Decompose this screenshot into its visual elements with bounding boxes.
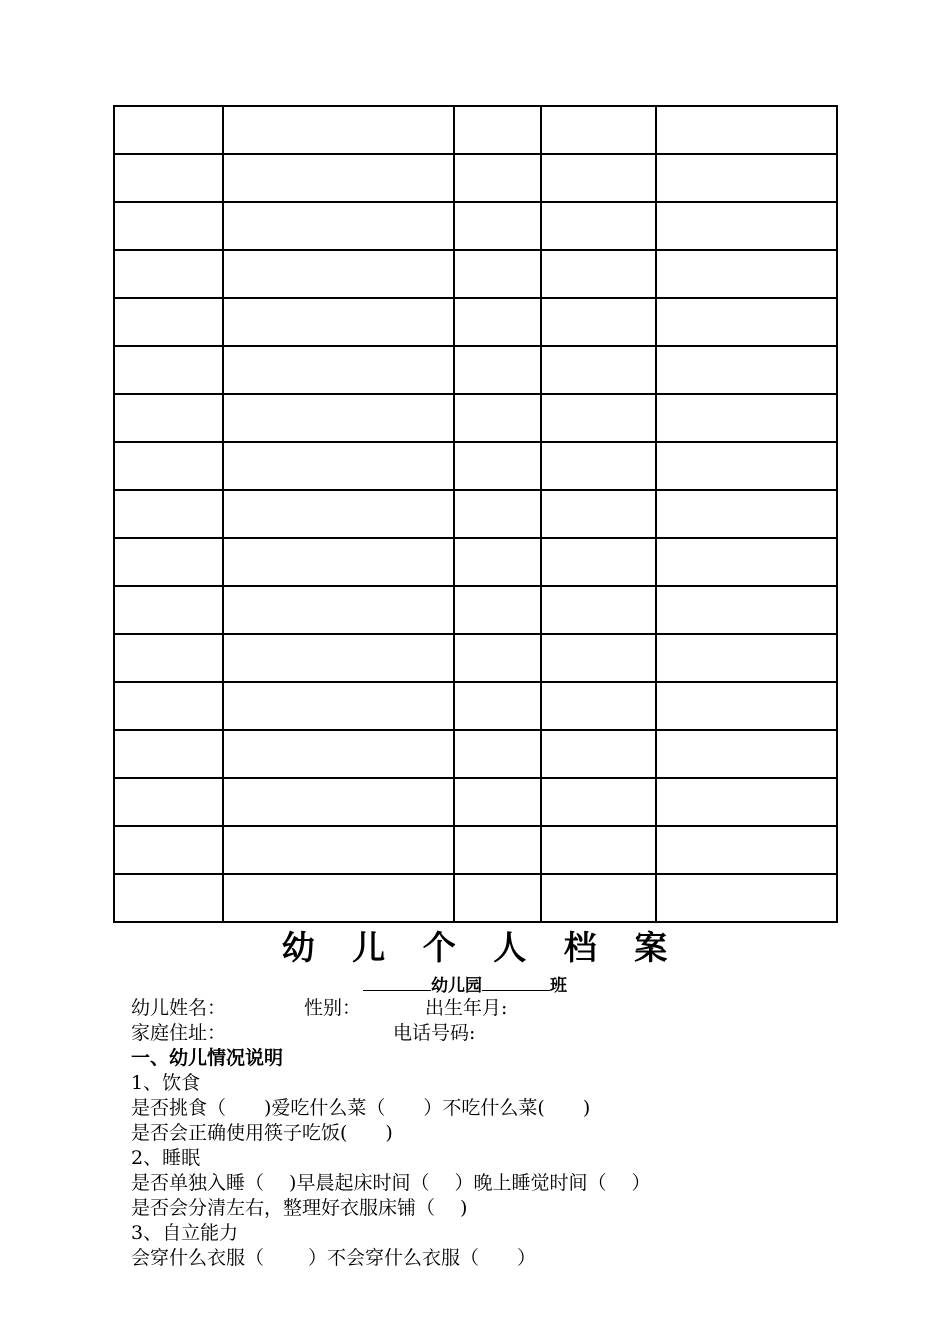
table-cell[interactable] [541,682,656,730]
table-cell[interactable] [454,778,541,826]
table-cell[interactable] [454,442,541,490]
table-row [114,202,837,250]
table-cell[interactable] [223,586,454,634]
table-cell[interactable] [223,874,454,922]
table-cell[interactable] [454,682,541,730]
table-cell[interactable] [541,298,656,346]
sleep-line-1: 是否单独入睡（ )早晨起床时间（ ）晚上睡觉时间（ ） [131,1172,651,1194]
table-row [114,538,837,586]
class-blank[interactable] [482,972,550,991]
table-cell[interactable] [114,586,223,634]
table-cell[interactable] [454,250,541,298]
table-cell[interactable] [541,394,656,442]
table-cell[interactable] [656,586,837,634]
table-cell[interactable] [541,874,656,922]
table-cell[interactable] [114,874,223,922]
table-row [114,298,837,346]
table-cell[interactable] [541,346,656,394]
table-cell[interactable] [454,490,541,538]
table-cell[interactable] [454,106,541,154]
table-cell[interactable] [114,730,223,778]
table-cell[interactable] [223,250,454,298]
table-cell[interactable] [223,778,454,826]
table-cell[interactable] [114,394,223,442]
table-cell[interactable] [541,826,656,874]
table-cell[interactable] [454,826,541,874]
sleep-line-2: 是否会分清左右，整理好衣服床铺（ ) [131,1197,468,1219]
independence-line-1: 会穿什么衣服（ ）不会穿什么衣服（ ） [131,1247,537,1269]
table-cell[interactable] [223,682,454,730]
kindergarten-blank[interactable] [363,972,431,991]
table-cell[interactable] [114,490,223,538]
table-cell[interactable] [541,154,656,202]
table-cell[interactable] [454,346,541,394]
table-cell[interactable] [223,106,454,154]
table-cell[interactable] [114,250,223,298]
table-row [114,106,837,154]
table-cell[interactable] [223,490,454,538]
table-cell[interactable] [454,298,541,346]
table-cell[interactable] [223,634,454,682]
table-cell[interactable] [454,874,541,922]
table-row [114,874,837,922]
table-row [114,682,837,730]
table-cell[interactable] [223,154,454,202]
table-cell[interactable] [656,154,837,202]
gender-label: 性别： [304,997,362,1019]
table-cell[interactable] [223,346,454,394]
table-cell[interactable] [454,394,541,442]
phone-label: 电话号码: [393,1022,476,1044]
table-cell[interactable] [454,586,541,634]
table-cell[interactable] [541,634,656,682]
table-cell[interactable] [223,298,454,346]
table-cell[interactable] [656,346,837,394]
table-cell[interactable] [114,778,223,826]
table-cell[interactable] [454,202,541,250]
table-cell[interactable] [656,250,837,298]
table-row [114,634,837,682]
table-cell[interactable] [223,202,454,250]
table-row [114,826,837,874]
table-cell[interactable] [114,346,223,394]
table-cell[interactable] [656,778,837,826]
table-cell[interactable] [656,202,837,250]
table-cell[interactable] [541,730,656,778]
table-cell[interactable] [114,538,223,586]
table-body [114,106,837,922]
table-row [114,586,837,634]
document-title: 幼 儿 个 人 档 案 [281,928,681,967]
diet-line-1: 是否挑食（ )爱吃什么菜（ ）不吃什么菜( ) [131,1097,591,1119]
table-row [114,250,837,298]
table-row [114,490,837,538]
table-cell[interactable] [223,442,454,490]
section-heading: 一、幼儿情况说明 [131,1047,284,1069]
table-cell[interactable] [656,106,837,154]
table-cell[interactable] [656,442,837,490]
table-cell[interactable] [541,442,656,490]
table-cell[interactable] [454,538,541,586]
table-cell[interactable] [656,298,837,346]
table-row [114,778,837,826]
table-cell[interactable] [656,538,837,586]
table-cell[interactable] [656,394,837,442]
diet-heading: 1、饮食 [131,1072,201,1094]
table-cell[interactable] [656,490,837,538]
table-cell[interactable] [454,154,541,202]
address-phone-row [131,1021,475,1046]
table-cell[interactable] [541,538,656,586]
table-cell[interactable] [114,634,223,682]
table-cell[interactable] [656,826,837,874]
kindergarten-suffix: 幼儿园 [431,976,482,996]
sleep-heading: 2、睡眠 [131,1147,201,1169]
blank-record-table [113,105,838,923]
independence-heading: 3、自立能力 [131,1222,239,1244]
table-cell[interactable] [541,250,656,298]
table-cell[interactable] [114,298,223,346]
table-row [114,442,837,490]
table-cell[interactable] [454,634,541,682]
address-label: 家庭住址： [131,1022,227,1044]
table-cell[interactable] [223,538,454,586]
kindergarten-class-line [363,972,567,998]
name-gender-birth-row [131,996,507,1021]
table-row [114,730,837,778]
name-label: 幼儿姓名： [131,997,227,1019]
table-cell[interactable] [223,826,454,874]
table-cell[interactable] [114,154,223,202]
table-cell[interactable] [656,874,837,922]
table-cell[interactable] [541,106,656,154]
table-cell[interactable] [114,682,223,730]
table-cell[interactable] [454,730,541,778]
table-cell[interactable] [656,682,837,730]
table-cell[interactable] [223,394,454,442]
table-row [114,154,837,202]
table-cell[interactable] [656,730,837,778]
table-cell[interactable] [114,202,223,250]
table-cell[interactable] [541,490,656,538]
table-cell[interactable] [114,106,223,154]
table-row [114,394,837,442]
diet-line-2: 是否会正确使用筷子吃饭( ) [131,1122,393,1144]
table-cell[interactable] [223,730,454,778]
table-cell[interactable] [114,442,223,490]
table-cell[interactable] [114,826,223,874]
class-suffix: 班 [550,976,567,996]
table-cell[interactable] [541,586,656,634]
table-cell[interactable] [656,634,837,682]
birth-label: 出生年月: [425,997,508,1019]
table-row [114,346,837,394]
table-cell[interactable] [541,202,656,250]
table-cell[interactable] [541,778,656,826]
